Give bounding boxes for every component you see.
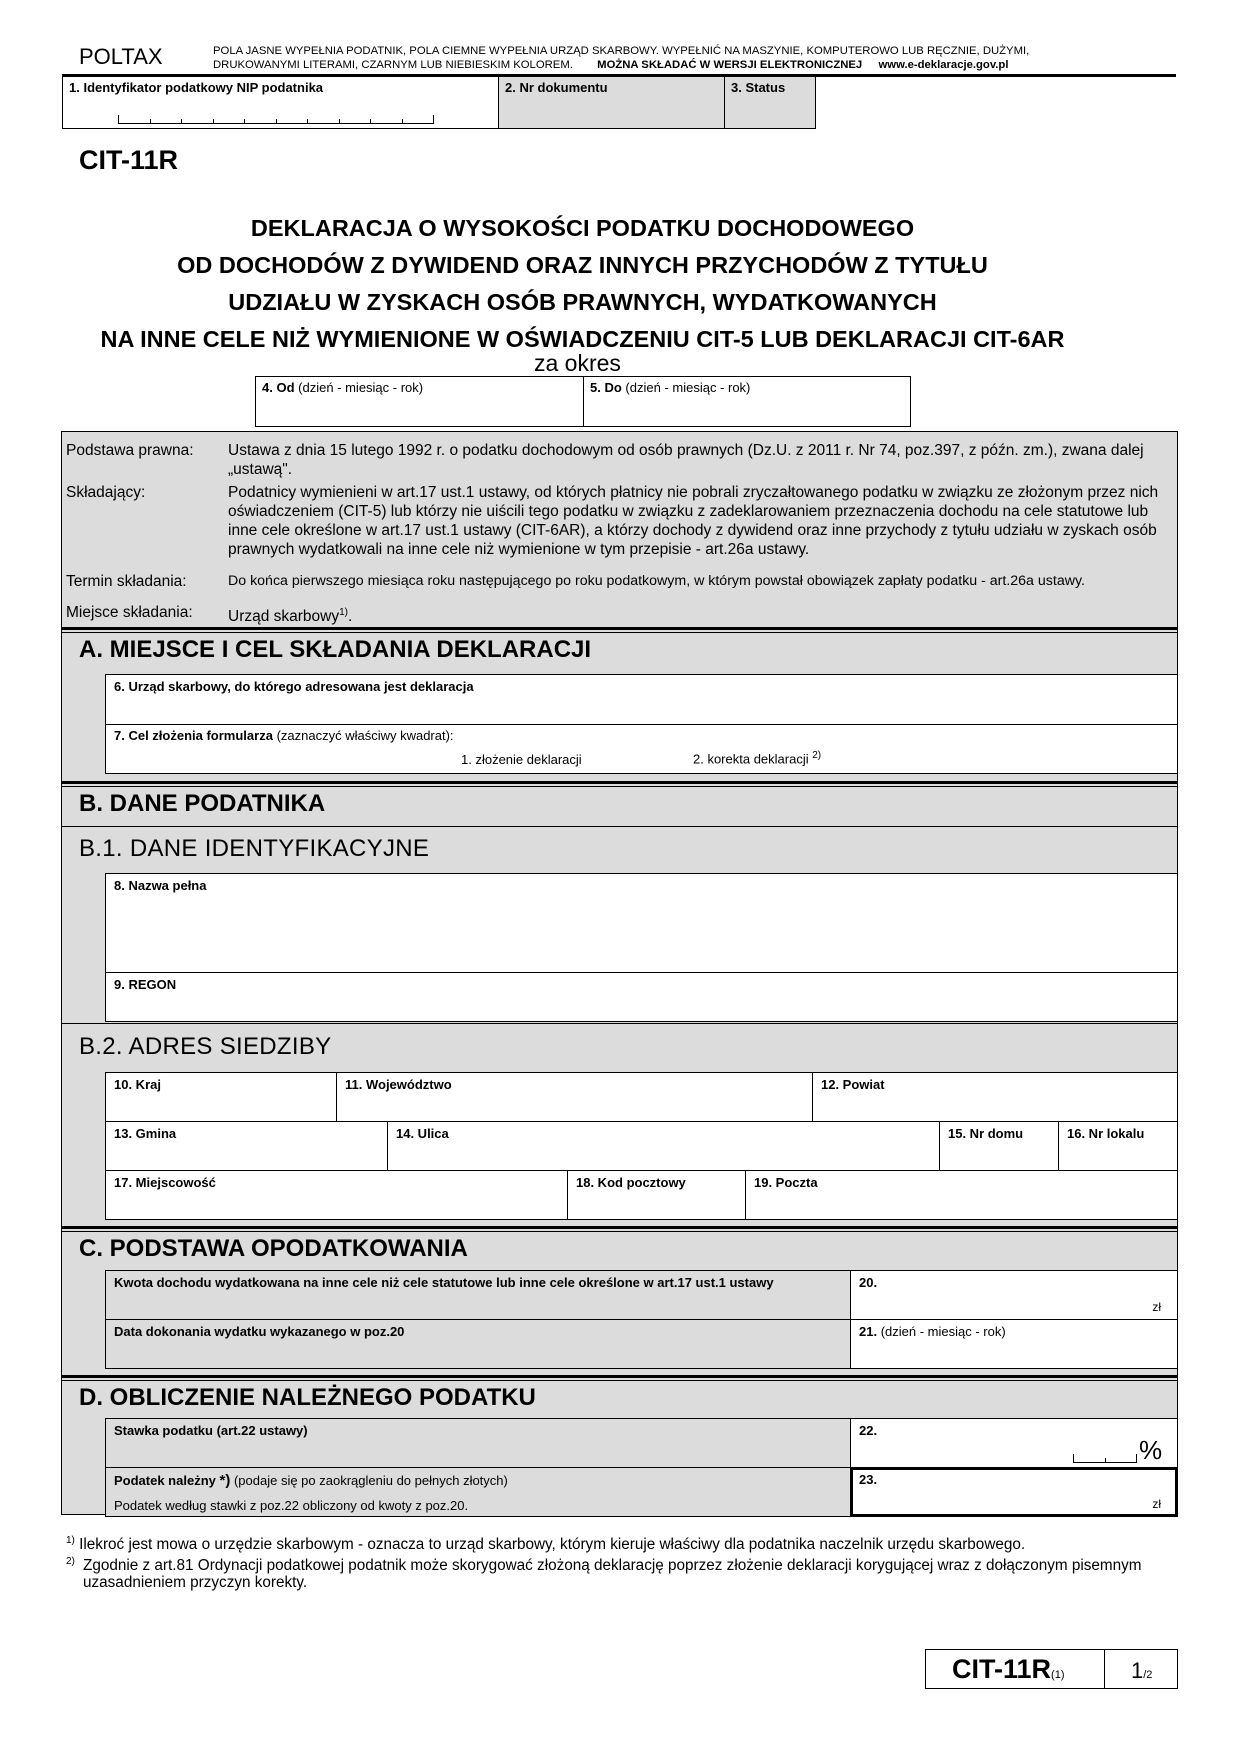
page-number: 1/2 <box>1131 1658 1153 1683</box>
option-correction[interactable]: 2. korekta deklaracji $^{2)}$ <box>693 750 822 767</box>
section-b1-title: B.1. DANE IDENTYFIKACYJNE <box>79 835 430 862</box>
section-d-title: D. OBLICZENIE NALEŻNEGO PODATKU <box>79 1384 536 1411</box>
instructions-line2: DRUKOWANYMI LITERAMI, CZARNYM LUB NIEBIESKIM KOLOREM. <box>213 59 573 71</box>
poltax-label: POLTAX <box>79 44 163 69</box>
apartment-number-field[interactable] <box>1058 1121 1178 1171</box>
post-office-field[interactable] <box>745 1170 1178 1220</box>
expense-date-label: Data dokonania wydatku wykazanego w poz.20 <box>114 1324 405 1339</box>
basis-label: Podstawa prawna: <box>66 442 194 459</box>
field23-label: 23. <box>859 1472 878 1487</box>
title-line1: DEKLARACJA O WYSOKOŚCI PODATKU DOCHODOWEGO <box>250 215 915 241</box>
tax-due-field[interactable] <box>850 1467 1178 1517</box>
municipality-field[interactable] <box>105 1121 388 1171</box>
tax-office-label: 6. Urząd skarbowy, do którego adresowana jest deklaracja <box>114 679 474 694</box>
house-number-field[interactable] <box>939 1121 1059 1171</box>
field22-label: 22. <box>859 1423 878 1438</box>
nip-field[interactable] <box>62 76 499 129</box>
purpose-label: 7. Cel złożenia formularza (zaznaczyć właściwy kwadrat): <box>114 728 454 743</box>
status-field <box>724 76 816 129</box>
municipality-label: 13. Gmina <box>114 1126 177 1141</box>
option-submission[interactable]: 1. złożenie deklaracji <box>461 752 582 767</box>
title-line4: NA INNE CELE NIŻ WYMIENIONE W OŚWIADCZENIU CIT-5 LUB DEKLARACJI CIT-6AR <box>100 326 1065 352</box>
footnote-2-mark: 2) <box>66 1556 75 1567</box>
period-from-field[interactable] <box>255 376 584 427</box>
header-instructions <box>213 44 1173 72</box>
footnote-1 <box>66 1535 1176 1554</box>
tax-due-subtext: Podatek według stawki z poz.22 obliczony od kwoty z poz.20. <box>114 1498 469 1513</box>
spent-income-label: Kwota dochodu wydatkowana na inne cele niż cele statutowe lub inne cele określone w art.17 ust.1 ustawy <box>114 1275 774 1290</box>
county-field[interactable] <box>812 1072 1178 1122</box>
footer-code: CIT-11R(1) <box>952 1654 1065 1684</box>
instructions-line2-wrap <box>213 58 1173 72</box>
period-to-field[interactable] <box>583 376 911 427</box>
street-label: 14. Ulica <box>396 1126 449 1141</box>
country-field[interactable] <box>105 1072 337 1122</box>
regon-label: 9. REGON <box>114 977 177 992</box>
section-c-rule <box>61 1226 1178 1229</box>
full-name-label: 8. Nazwa pełna <box>114 878 207 893</box>
instructions-line1: POLA JASNE WYPEŁNIA PODATNIK, POLA CIEMNE WYPEŁNIA URZĄD SKARBOWY. WYPEŁNIĆ NA MASZYNIE, KOMPUTEROWO LUB RĘCZNIE, DUŻYMI, <box>213 45 1030 57</box>
status-label: 3. Status <box>731 80 786 95</box>
form-title <box>0 210 1165 358</box>
section-d-rule <box>61 1375 1178 1378</box>
tax-office-field[interactable] <box>105 674 1178 725</box>
section-c-row2-label-cell <box>105 1319 851 1369</box>
place-text: Urząd skarbowy$^{1)}$. <box>228 607 353 626</box>
postal-code-label: 18. Kod pocztowy <box>576 1175 686 1190</box>
section-b-rule2 <box>61 786 1178 787</box>
title-line2: OD DOCHODÓW Z DYWIDEND ORAZ INNYCH PRZYCHODÓW Z TYTUŁU <box>177 252 988 278</box>
nip-ticks <box>118 115 434 124</box>
voivodeship-label: 11. Województwo <box>345 1077 452 1092</box>
place-label: Miejsce składania: <box>66 604 193 621</box>
period-to-label: 5. Do (dzień - miesiąc - rok) <box>590 380 751 395</box>
section-b-title: B. DANE PODATNIKA <box>79 790 326 817</box>
footer-code-box <box>925 1649 1105 1689</box>
spent-income-field[interactable] <box>850 1270 1178 1320</box>
tax-due-label: Podatek należny *) (podaje się po zaokrągleniu do pełnych złotych) <box>114 1472 508 1489</box>
expense-date-field[interactable] <box>850 1319 1178 1369</box>
percent-sign: % <box>1139 1435 1163 1465</box>
section-b2-title: B.2. ADRES SIEDZIBY <box>79 1033 332 1060</box>
country-label: 10. Kraj <box>114 1077 161 1092</box>
field20-label: 20. <box>859 1275 878 1290</box>
footnote-2-text: Zgodnie z art.81 Ordynacji podatkowej podatnik może skorygować złożoną deklarację poprzez złożenie deklaracji korygującej wraz z dołączonym pisemnym uzasadnieniem przyczyn korekty. <box>83 1557 1142 1591</box>
footer-page-box <box>1104 1649 1178 1689</box>
field21-label: 21. (dzień - miesiąc - rok) <box>859 1324 1006 1339</box>
section-c-rule2 <box>61 1231 1178 1232</box>
tax-rate-label: Stawka podatku (art.22 ustawy) <box>114 1423 308 1438</box>
voivodeship-field[interactable] <box>336 1072 813 1122</box>
basis-text: Ustawa z dnia 15 lutego 1992 r. o podatku dochodowym od osób prawnych (Dz.U. z 2011 r. Nr 74, poz.397, z późn. zm.), zwana dalej „ustawą". <box>228 442 1144 478</box>
section-c-row1-label-cell <box>105 1270 851 1320</box>
deadline-label: Termin składania: <box>66 573 187 590</box>
section-c-title: C. PODSTAWA OPODATKOWANIA <box>79 1235 468 1262</box>
field23-unit: zł <box>1152 1497 1161 1511</box>
submitter-text: Podatnicy wymienieni w art.17 ust.1 ustawy, od których płatnicy nie pobrali zryczałtowanego podatku w związku ze złożonym przez nich oświadczeniem (CIT-5) lub którzy nie uiścili tego podatku w związku z zadeklarowaniem przeznaczenia dochodu na cele statutowe lub inne cele określone w art.17 ust.1 ustawy (CIT-6AR), a którzy dochody z dywidend oraz inne przychody z tytułu udziału w zyskach osób prawnych wydatkowali na inne cele niż wymienione w tym przepisie - art.26a ustawy. <box>228 484 1159 558</box>
form-code: CIT-11R <box>79 145 179 175</box>
section-d-rule2 <box>61 1380 1178 1381</box>
house-number-label: 15. Nr domu <box>948 1126 1024 1141</box>
regon-field[interactable] <box>105 972 1178 1022</box>
postal-code-field[interactable] <box>567 1170 746 1220</box>
section-b1-rule <box>61 826 1178 827</box>
section-d-row1-label-cell <box>105 1418 851 1468</box>
period-from-label: 4. Od (dzień - miesiąc - rok) <box>262 380 424 395</box>
section-a-rule2 <box>61 632 1178 633</box>
locality-label: 17. Miejscowość <box>114 1175 216 1190</box>
title-line3: UDZIAŁU W ZYSKACH OSÓB PRAWNYCH, WYDATKOWANYCH <box>228 289 937 315</box>
document-number-field <box>498 76 725 129</box>
post-office-label: 19. Poczta <box>754 1175 818 1190</box>
section-b2-rule <box>61 1023 1178 1024</box>
instructions-url[interactable]: www.e-deklaracje.gov.pl <box>878 59 1009 71</box>
document-number-label: 2. Nr dokumentu <box>505 80 608 95</box>
section-a-rule <box>61 627 1178 630</box>
tax-rate-field[interactable] <box>850 1418 1178 1468</box>
deadline-text: Do końca pierwszego miesiąca roku następującego po roku podatkowym, w którym powstał obowiązek zapłaty podatku - art.26a ustawy. <box>228 573 1085 589</box>
full-name-field[interactable] <box>105 873 1178 973</box>
purpose-field <box>105 724 1178 774</box>
tax-rate-ticks <box>1073 1454 1137 1463</box>
apartment-number-label: 16. Nr lokalu <box>1067 1126 1145 1141</box>
footnote-1-text: Ilekroć jest mowa o urzędzie skarbowym - oznacza to urząd skarbowy, którym kieruje właściwy dla podatnika naczelnik urzędu skarbowego. <box>79 1536 1026 1554</box>
street-field[interactable] <box>387 1121 940 1171</box>
section-d-row2-label-cell <box>105 1467 851 1517</box>
section-a-title: A. MIEJSCE I CEL SKŁADANIA DEKLARACJI <box>79 636 592 663</box>
nip-label: 1. Identyfikator podatkowy NIP podatnika <box>69 80 324 95</box>
submitter-label: Składający: <box>66 484 146 501</box>
field20-unit: zł <box>1152 1300 1161 1314</box>
locality-field[interactable] <box>105 1170 568 1220</box>
instructions-electronic: MOŻNA SKŁADAĆ W WERSJI ELEKTRONICZNEJ <box>597 59 863 71</box>
footnote-1-mark: 1) <box>66 1535 75 1546</box>
section-b-rule <box>61 781 1178 784</box>
footnote-2 <box>66 1557 1166 1591</box>
period-caption: za okres <box>534 350 621 376</box>
county-label: 12. Powiat <box>821 1077 885 1092</box>
